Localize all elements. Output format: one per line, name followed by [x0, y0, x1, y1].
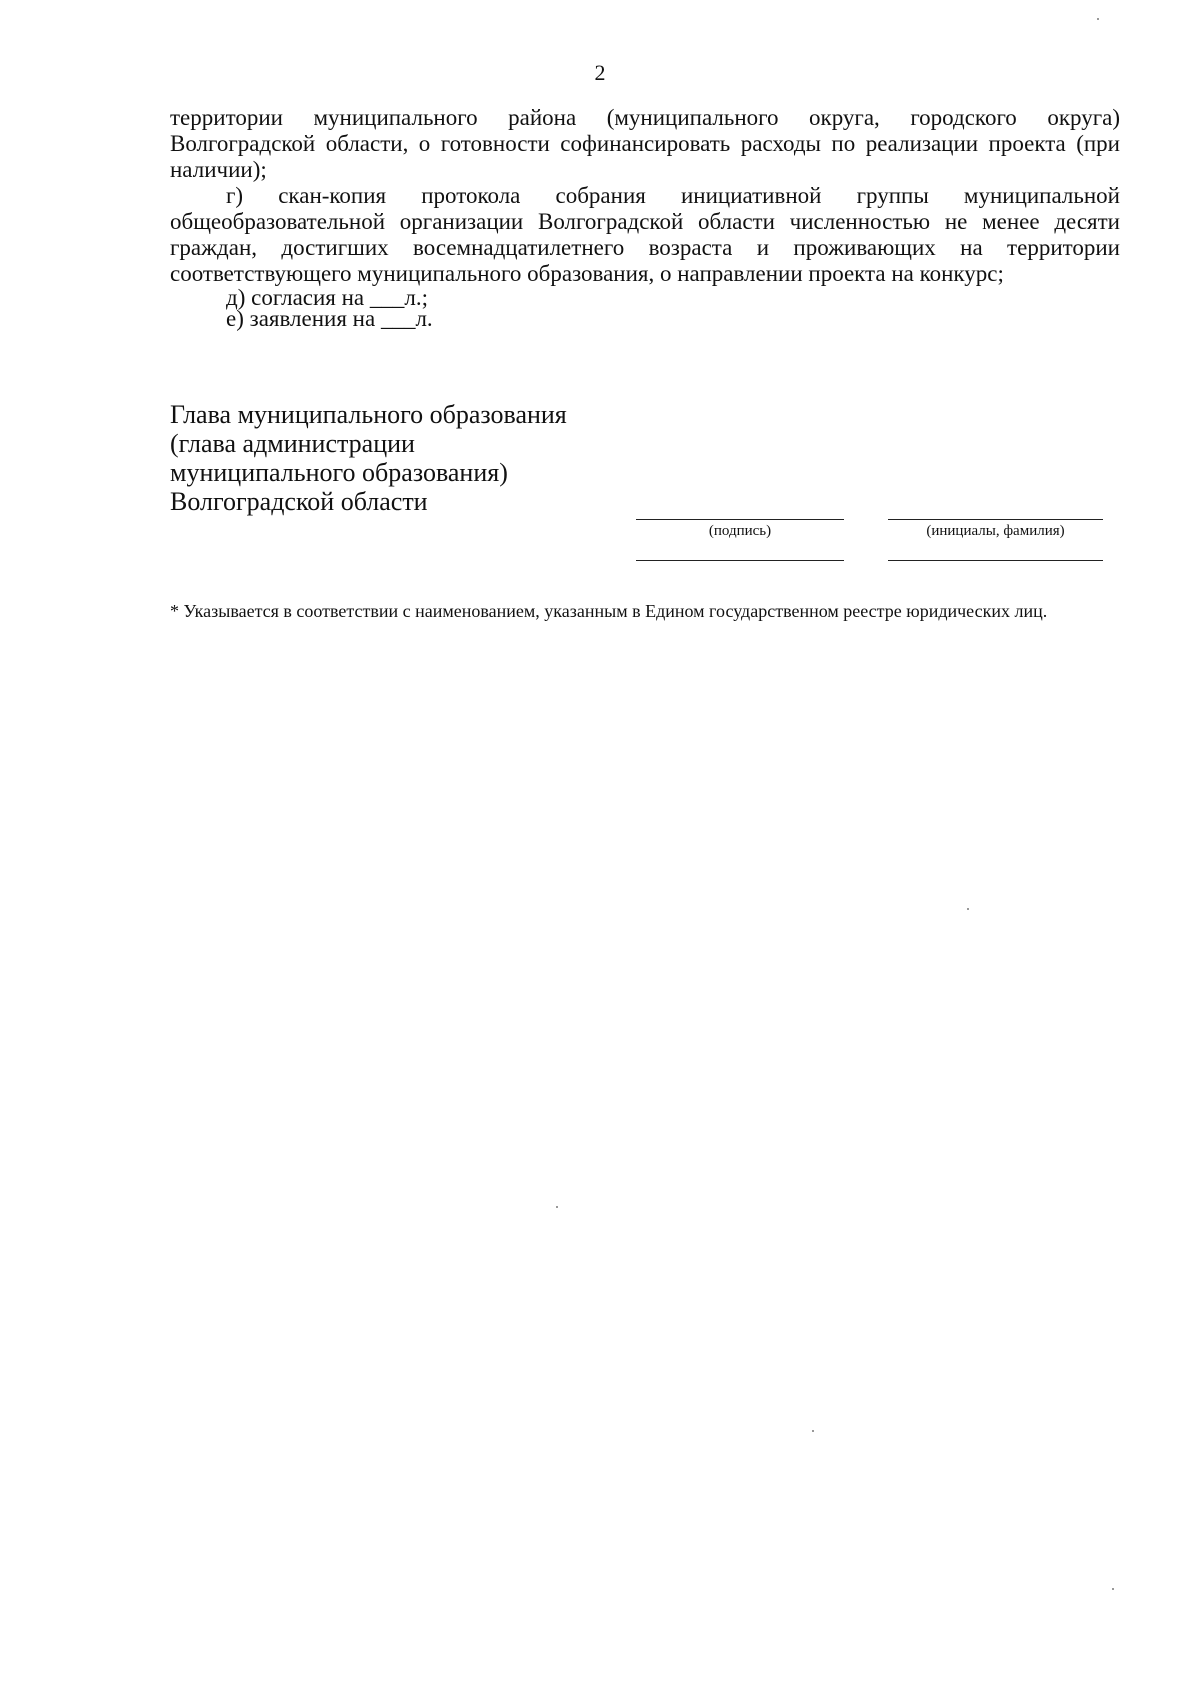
- name-field: [888, 519, 1103, 540]
- list-item-e: е) заявления на ___л.: [226, 306, 433, 331]
- list-item-g: г) скан-копия протокола собрания инициативной группы муниципальной общеобразовательной организации Волгоградской области численностью не менее десяти граждан, достигших восемнадцатилетнего возраста и проживающих на территории соответствующего муниципального образования, о направлении проекта на конкурс;: [170, 183, 1120, 286]
- footnote: [170, 598, 1120, 624]
- signer-title: [170, 400, 650, 516]
- list-item-d: д) согласия на ___л.;: [226, 285, 429, 310]
- page-number: 2: [594, 60, 606, 85]
- scan-speck: [967, 908, 969, 910]
- body-text: [170, 105, 1120, 329]
- name-caption: (инициалы, фамилия): [926, 523, 1065, 539]
- scan-speck: [1112, 1588, 1114, 1590]
- scan-speck: [812, 1430, 814, 1432]
- scan-speck: [1097, 18, 1099, 20]
- signer-title-line: муниципального образования): [170, 458, 508, 487]
- paragraph-continuation: территории муниципального района (муниципального округа, городского округа) Волгоградской области, о готовности софинансировать расходы по реализации проекта (при наличии);: [170, 105, 1120, 182]
- signer-title-line: Глава муниципального образования: [170, 400, 567, 429]
- signature-caption: (подпись): [708, 523, 772, 539]
- signer-title-line: (глава администрации: [170, 429, 415, 458]
- signature-underline: [636, 560, 844, 561]
- footnote-text: * Указывается в соответствии с наименованием, указанным в Едином государственном реестре юридических лиц.: [170, 601, 1048, 621]
- scan-speck: [556, 1206, 558, 1208]
- signer-title-line: Волгоградской области: [170, 487, 428, 516]
- signature-field: [636, 519, 844, 540]
- name-underline: [888, 560, 1103, 561]
